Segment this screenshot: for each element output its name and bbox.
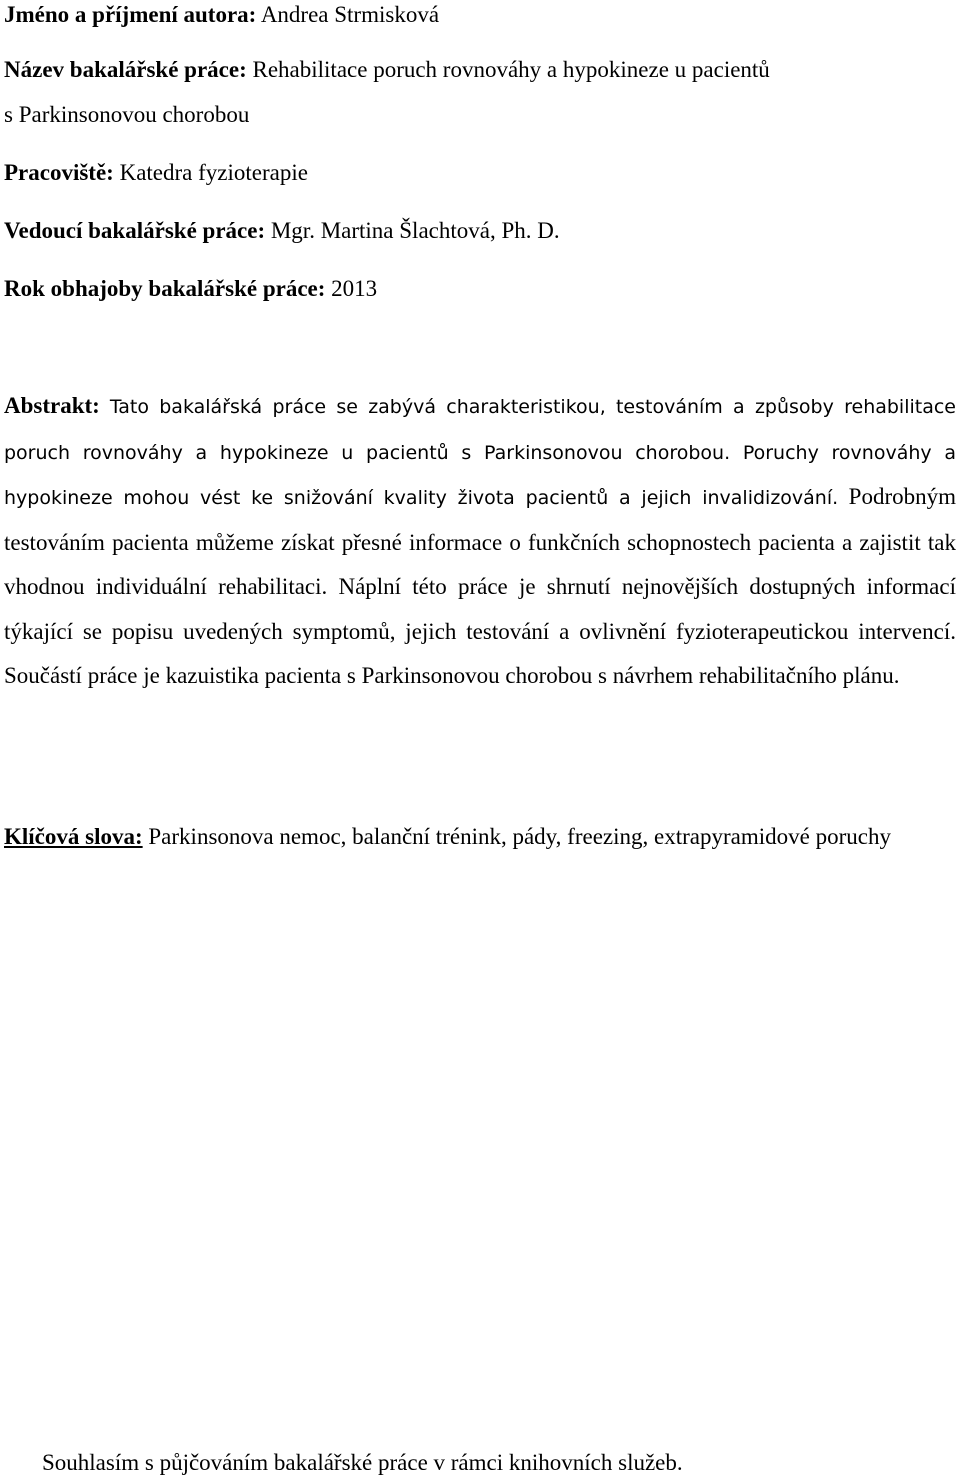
- author-value: Andrea Strmisková: [260, 2, 440, 27]
- abstract-label: Abstrakt:: [4, 393, 100, 418]
- author-label: Jméno a příjmení autora:: [4, 2, 257, 27]
- title-value-line2: s Parkinsonovou chorobou: [4, 102, 250, 127]
- workplace-value: Katedra fyzioterapie: [119, 160, 308, 185]
- workplace-row: [4, 158, 308, 188]
- abstract-text-part1: Tato bakalářská práce se zabývá charakteristikou, testováním a způsoby rehabilitace poruch rovnováhy a hypokineze u pacientů s Parkinsonovou chorobou. Poruchy rovnováhy a hypokineze mohou vést ke snižování kvality života pacientů a jejich invalidizování.: [4, 396, 956, 509]
- defense-year-row: [4, 274, 377, 304]
- supervisor-row: [4, 216, 560, 246]
- keywords-label: Klíčová slova:: [4, 824, 143, 849]
- title-value-line1: Rehabilitace poruch rovnováhy a hypokineze u pacientů: [252, 57, 770, 82]
- supervisor-label: Vedoucí bakalářské práce:: [4, 218, 266, 243]
- defense-year-label: Rok obhajoby bakalářské práce:: [4, 276, 326, 301]
- abstract-text-part2: Podrobným testováním pacienta můžeme získat přesné informace o funkčních schopnostech pacienta a zajistit tak vhodnou individuální rehabilitaci. Náplní této práce je shrnutí nejnovějších dostupných informací týkající se popisu uvedených symptomů, jejich testování a ovlivnění fyzioterapeutickou intervencí. Součástí práce je kazuistika pacienta s Parkinsonovou chorobou s návrhem rehabilitačního plánu.: [4, 484, 956, 688]
- library-consent-statement: Souhlasím s půjčováním bakalářské práce v rámci knihovních služeb.: [42, 1450, 683, 1475]
- title-row: [4, 48, 956, 93]
- document-page: [4, 0, 956, 1478]
- title-row-continuation: [4, 100, 249, 130]
- title-label: Název bakalářské práce:: [4, 57, 247, 82]
- abstract-paragraph: [4, 384, 956, 699]
- keywords-paragraph: [4, 815, 956, 860]
- supervisor-value: Mgr. Martina Šlachtová, Ph. D.: [270, 218, 560, 243]
- workplace-label: Pracoviště:: [4, 160, 114, 185]
- defense-year-value: 2013: [331, 276, 378, 301]
- keywords-text: Parkinsonova nemoc, balanční trénink, pády, freezing, extrapyramidové poruchy: [148, 824, 891, 849]
- author-row: [4, 0, 439, 30]
